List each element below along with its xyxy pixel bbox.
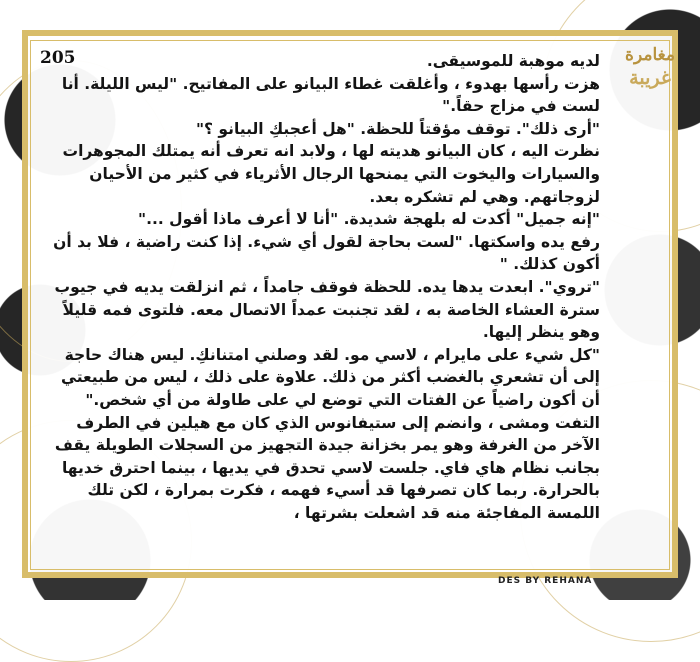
page-number: 205 <box>40 48 76 68</box>
paragraph: "تروي". ابعدت يدها يده. للحظة فوقف جامداً ، ثم انزلقت يديه في جيوب سترة العشاء الخاصة به ، لقد تجنبت عمداً الاتصال معه. فلتوى فمه قليلاً وهو ينظر إليها. <box>54 277 600 342</box>
story-text <box>40 50 600 570</box>
paragraph: "إنه جميل" أكدت له بلهجة شديدة. "أنا لا أعرف ماذا أقول ..." <box>138 210 600 229</box>
paragraph: رفع يده واسكتها. "لست بحاجة لقول أي شيء. إذا كنت راضية ، فلا بد أن أكون كذلك. " <box>53 232 600 274</box>
story-logo <box>618 44 682 102</box>
paragraph: التفت ومشى ، وانضم إلى ستيفانوس الذي كان مع هيلين في الطرف الآخر من الغرفة وهو يمر بخزانة جيدة التجهيز من السجلات الطويلة يقف بجانب نظام هاي فاي. جلست لاسي تحدق في يديها ، بينما احترق خديها بالحرارة. ربما كان تصرفها قد أسيء فهمه ، فكرت بمرارة ، لكن تلك اللمسة المفاجئة منه قد اشعلت بشرتها ، <box>54 413 600 522</box>
paragraph: "كل شيء على مايرام ، لاسي مو. لقد وصلني امتنانكِ. ليس هناك حاجة إلى أن تشعري بالغضب أكثر من ذلك. علاوة على ذلك ، ليس من طبيعتي أن أكون راضياً عن الفتات التي توضع لي على طاولة من أي شخص." <box>61 345 600 409</box>
logo-title-line2: غريبة <box>629 67 671 89</box>
paragraph: هزت رأسها بهدوء ، وأغلقت غطاء البيانو على المفاتيح. "ليس الليلة. أنا لست في مزاج حقاً." <box>61 74 600 116</box>
paragraph: "أرى ذلك". توقف مؤقتاً للحظة. "هل أعجبكِ البيانو ؟" <box>195 119 600 138</box>
designer-credit: DES BY REHANA <box>498 576 593 586</box>
paragraph: نظرت اليه ، كان البيانو هديته لها ، ولابد انه تعرف أنه يمتلك المجوهرات والسيارات واليخوت التي يمنحها الرجال الأثرياء في كثير من الأحيان لزوجاتهم. وهي لم تشكره بعد. <box>62 142 600 206</box>
logo-title-line1: مغامرة <box>625 45 675 65</box>
paragraph: لديه موهبة للموسيقى. <box>426 52 600 70</box>
